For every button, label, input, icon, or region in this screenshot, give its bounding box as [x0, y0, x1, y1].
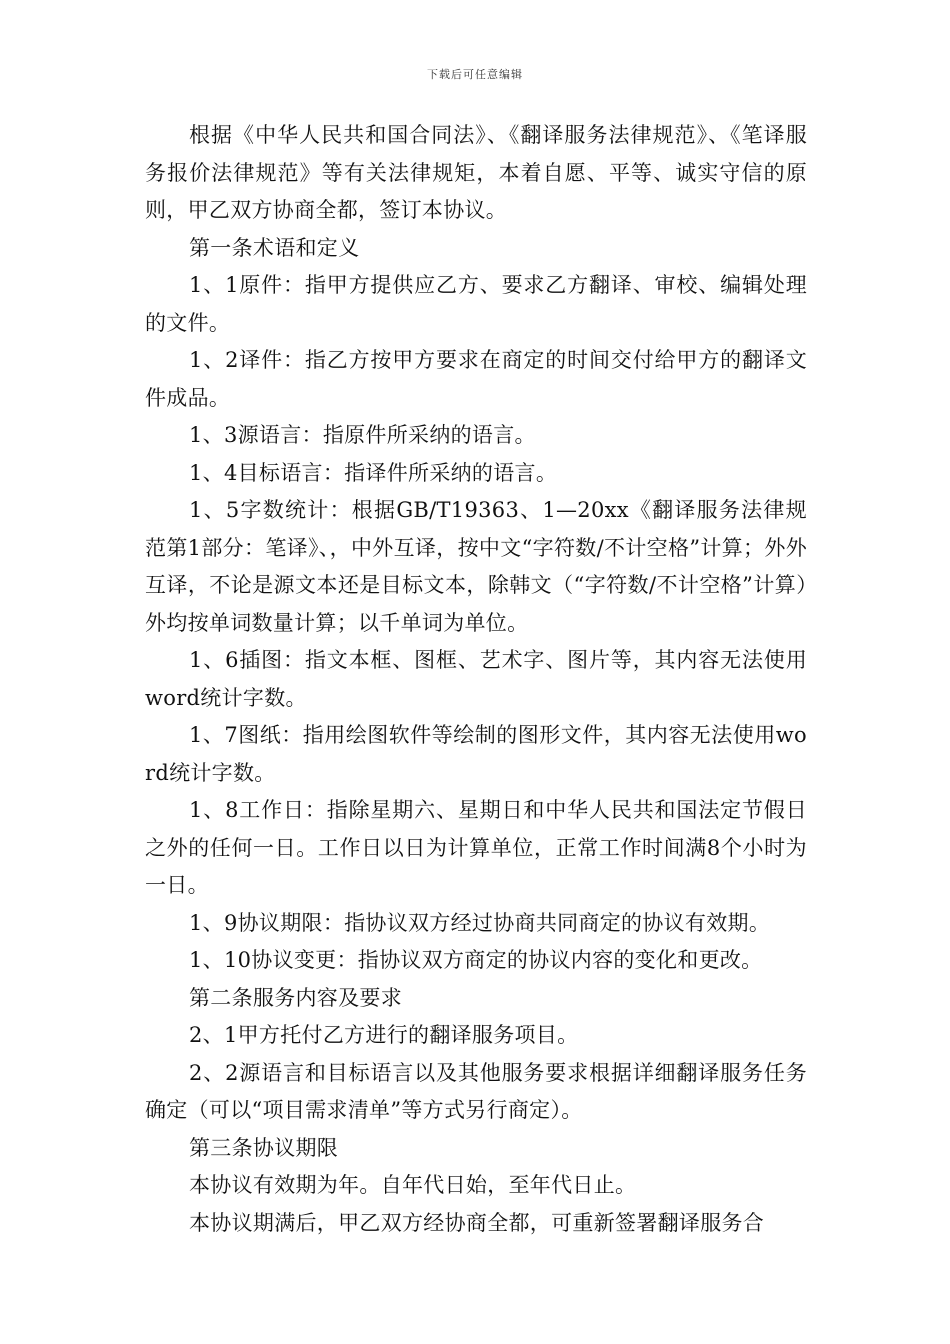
clause-2-1: 2、1甲方托付乙方进行的翻译服务项目。 [189, 1023, 579, 1047]
term-paragraph-2: 本协议期满后，甲乙双方经协商全都，可重新签署翻译服务合 [189, 1210, 765, 1235]
paragraph-preamble: 根据《中华人民共和国合同法》、《翻译服务法律规范》、《笔译服务报价法律规范》等有关法律规矩，本着自愿、平等、诚实守信的原则，甲乙双方协商全都，签订本协议。 [145, 123, 807, 222]
section-heading-1: 第一条术语和定义 [189, 235, 360, 260]
clause-1-9: 1、9协议期限：指协议双方经过协商共同商定的协议有效期。 [189, 910, 771, 935]
clause-1-4: 1、4目标语言：指译件所采纳的语言。 [189, 460, 558, 485]
section-heading-2: 第二条服务内容及要求 [189, 985, 402, 1010]
clause-1-1: 1、1原件：指甲方提供应乙方、要求乙方翻译、审校、编辑处理的文件。 [145, 273, 807, 335]
clause-1-3: 1、3源语言：指原件所采纳的语言。 [189, 423, 536, 447]
term-paragraph-1: 本协议有效期为年。自年代日始，至年代日止。 [189, 1173, 637, 1197]
clause-1-2: 1、2译件：指乙方按甲方要求在商定的时间交付给甲方的翻译文件成品。 [145, 348, 807, 410]
clause-1-8: 1、8工作日：指除星期六、星期日和中华人民共和国法定节假日之外的任何一日。工作日以日为计算单位，正常工作时间满8个小时为一日。 [145, 798, 807, 897]
clause-1-6: 1、6插图：指文本框、图框、艺术字、图片等，其内容无法使用word统计字数。 [145, 648, 807, 710]
clause-1-10: 1、10协议变更：指协议双方商定的协议内容的变化和更改。 [189, 948, 763, 972]
clause-1-5: 1、5字数统计：根据GB/T19363、1—20xx《翻译服务法律规范第1部分：笔译》、，中外互译，按中文“字符数/不计空格”计算；外外互译，不论是源文本还是目标文本，除韩文（“字符数/不计空格”计算）外均按单词数量计算；以千单词为单位。 [145, 498, 807, 635]
clause-1-7: 1、7图纸：指用绘图软件等绘制的图形文件，其内容无法使用word统计字数。 [145, 723, 807, 785]
document-body [145, 117, 807, 1242]
section-heading-3: 第三条协议期限 [189, 1135, 339, 1160]
clause-2-2: 2、2源语言和目标语言以及其他服务要求根据详细翻译服务任务确定（可以“项目需求清单”等方式另行商定）。 [145, 1060, 807, 1122]
page-header: 下载后可任意编辑 [427, 68, 523, 81]
